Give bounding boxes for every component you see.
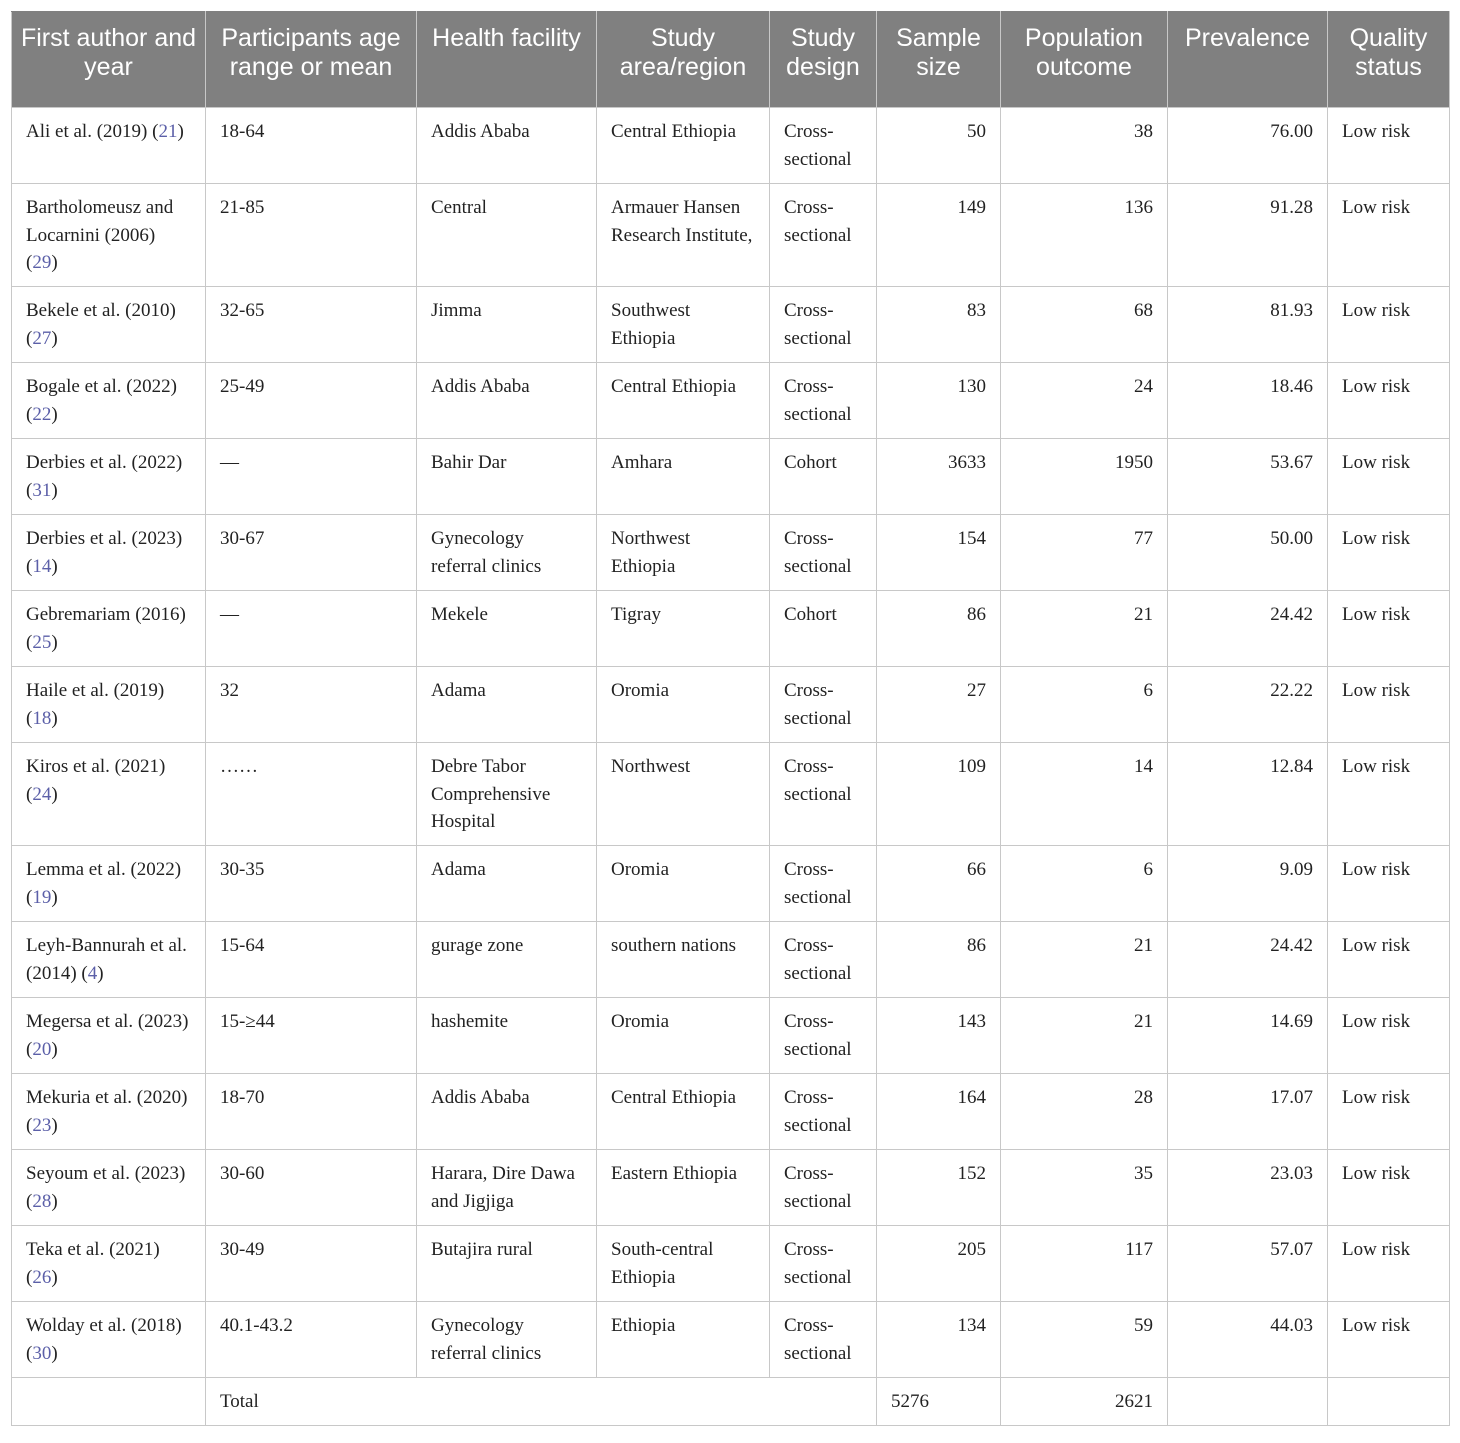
cell-sample-size: 134 <box>877 1302 1001 1378</box>
cell-population-outcome: 68 <box>1001 287 1168 363</box>
cell-health-facility: Bahir Dar <box>417 439 597 515</box>
cell-prevalence: 76.00 <box>1168 108 1328 184</box>
total-empty-cell <box>1328 1378 1450 1426</box>
cell-study-design: Cohort <box>770 439 877 515</box>
cell-quality-status: Low risk <box>1328 1150 1450 1226</box>
cell-health-facility: Addis Ababa <box>417 1074 597 1150</box>
cell-study-area: Eastern Ethiopia <box>597 1150 770 1226</box>
cell-population-outcome: 6 <box>1001 667 1168 743</box>
author-year-text: Derbies et al. (2022) ( <box>26 452 183 501</box>
cell-prevalence: 17.07 <box>1168 1074 1328 1150</box>
cell-health-facility: Gynecology referral clinics <box>417 1302 597 1378</box>
table-row <box>12 922 1450 998</box>
table-row <box>12 1302 1450 1378</box>
cell-sample-size: 83 <box>877 287 1001 363</box>
cell-study-area: Tigray <box>597 591 770 667</box>
cell-quality-status: Low risk <box>1328 998 1450 1074</box>
cell-quality-status: Low risk <box>1328 1226 1450 1302</box>
cell-first-author: Bekele et al. (2010) (27) <box>12 287 206 363</box>
reference-link[interactable]: 26 <box>32 1266 52 1288</box>
cell-study-design: Cross-sectional <box>770 184 877 287</box>
cell-age-range: 25-49 <box>206 363 417 439</box>
cell-prevalence: 23.03 <box>1168 1150 1328 1226</box>
cell-sample-size: 86 <box>877 922 1001 998</box>
cell-study-area: Central Ethiopia <box>597 1074 770 1150</box>
total-label: Total <box>206 1378 877 1426</box>
cell-sample-size: 205 <box>877 1226 1001 1302</box>
cell-population-outcome: 24 <box>1001 363 1168 439</box>
cell-study-area: Amhara <box>597 439 770 515</box>
cell-study-area: Oromia <box>597 998 770 1074</box>
cell-population-outcome: 136 <box>1001 184 1168 287</box>
cell-population-outcome: 38 <box>1001 108 1168 184</box>
cell-first-author: Teka et al. (2021) (26) <box>12 1226 206 1302</box>
cell-prevalence: 14.69 <box>1168 998 1328 1074</box>
cell-health-facility: Jimma <box>417 287 597 363</box>
table-row <box>12 1226 1450 1302</box>
author-year-text: Ali et al. (2019) ( <box>26 121 159 142</box>
cell-study-design: Cross-sectional <box>770 667 877 743</box>
cell-age-range: — <box>206 439 417 515</box>
cell-prevalence: 12.84 <box>1168 743 1328 846</box>
cell-study-area: Ethiopia <box>597 1302 770 1378</box>
reference-link[interactable]: 27 <box>32 327 52 349</box>
cell-first-author: Megersa et al. (2023) (20) <box>12 998 206 1074</box>
cell-quality-status: Low risk <box>1328 922 1450 998</box>
reference-link[interactable]: 31 <box>32 479 52 501</box>
cell-health-facility: Butajira rural <box>417 1226 597 1302</box>
cell-study-area: Oromia <box>597 846 770 922</box>
cell-study-area: Central Ethiopia <box>597 363 770 439</box>
cell-population-outcome: 1950 <box>1001 439 1168 515</box>
reference-link[interactable]: 30 <box>32 1342 52 1364</box>
cell-age-range: — <box>206 591 417 667</box>
study-table-container <box>11 11 1449 1426</box>
cell-quality-status: Low risk <box>1328 846 1450 922</box>
cell-prevalence: 53.67 <box>1168 439 1328 515</box>
total-empty-cell <box>1168 1378 1328 1426</box>
cell-quality-status: Low risk <box>1328 1074 1450 1150</box>
total-population-outcome: 2621 <box>1001 1378 1168 1426</box>
cell-health-facility: Addis Ababa <box>417 363 597 439</box>
cell-quality-status: Low risk <box>1328 743 1450 846</box>
cell-quality-status: Low risk <box>1328 287 1450 363</box>
cell-population-outcome: 59 <box>1001 1302 1168 1378</box>
cell-quality-status: Low risk <box>1328 108 1450 184</box>
cell-first-author: Mekuria et al. (2020) (23) <box>12 1074 206 1150</box>
cell-age-range: 18-64 <box>206 108 417 184</box>
reference-link[interactable]: 28 <box>32 1190 52 1212</box>
cell-health-facility: Adama <box>417 846 597 922</box>
cell-study-design: Cross-sectional <box>770 846 877 922</box>
header-age-range: Participants age range or mean <box>206 12 417 108</box>
reference-link[interactable]: 21 <box>158 121 178 142</box>
author-year-text: Bartholomeusz and Locarnini (2006) ( <box>26 197 174 273</box>
cell-prevalence: 18.46 <box>1168 363 1328 439</box>
cell-study-area: Oromia <box>597 667 770 743</box>
cell-sample-size: 109 <box>877 743 1001 846</box>
cell-population-outcome: 77 <box>1001 515 1168 591</box>
cell-study-area: Armauer Hansen Research Institute, <box>597 184 770 287</box>
reference-link[interactable]: 14 <box>32 555 52 577</box>
author-year-text: Mekuria et al. (2020) ( <box>26 1087 188 1136</box>
cell-study-design: Cohort <box>770 591 877 667</box>
cell-age-range: 40.1-43.2 <box>206 1302 417 1378</box>
cell-age-range: …… <box>206 743 417 846</box>
table-row <box>12 1150 1450 1226</box>
table-row <box>12 184 1450 287</box>
cell-study-design: Cross-sectional <box>770 108 877 184</box>
cell-sample-size: 152 <box>877 1150 1001 1226</box>
table-body <box>12 108 1450 1426</box>
cell-quality-status: Low risk <box>1328 667 1450 743</box>
cell-health-facility: Debre Tabor Comprehensive Hospital <box>417 743 597 846</box>
cell-sample-size: 130 <box>877 363 1001 439</box>
cell-first-author: Bogale et al. (2022) (22) <box>12 363 206 439</box>
cell-study-design: Cross-sectional <box>770 1302 877 1378</box>
cell-study-design: Cross-sectional <box>770 998 877 1074</box>
cell-population-outcome: 35 <box>1001 1150 1168 1226</box>
reference-link[interactable]: 24 <box>32 783 52 805</box>
cell-study-design: Cross-sectional <box>770 1150 877 1226</box>
cell-health-facility: Addis Ababa <box>417 108 597 184</box>
author-year-text: Gebremariam (2016) ( <box>26 604 186 653</box>
reference-link[interactable]: 20 <box>32 1038 52 1060</box>
header-sample-size: Sample size <box>877 12 1001 108</box>
cell-age-range: 21-85 <box>206 184 417 287</box>
cell-study-design: Cross-sectional <box>770 1074 877 1150</box>
cell-health-facility: hashemite <box>417 998 597 1074</box>
cell-health-facility: Adama <box>417 667 597 743</box>
table-row <box>12 998 1450 1074</box>
cell-sample-size: 164 <box>877 1074 1001 1150</box>
cell-quality-status: Low risk <box>1328 591 1450 667</box>
cell-first-author: Derbies et al. (2023) (14) <box>12 515 206 591</box>
table-row <box>12 515 1450 591</box>
author-year-text: Haile et al. (2019) ( <box>26 680 165 729</box>
header-quality-status: Quality status <box>1328 12 1450 108</box>
cell-sample-size: 149 <box>877 184 1001 287</box>
table-row <box>12 667 1450 743</box>
cell-sample-size: 50 <box>877 108 1001 184</box>
cell-study-design: Cross-sectional <box>770 515 877 591</box>
table-header <box>12 12 1450 108</box>
reference-link[interactable]: 4 <box>87 962 98 984</box>
author-year-text: Kiros et al. (2021) ( <box>26 756 166 805</box>
author-year-text: Wolday et al. (2018) ( <box>26 1315 182 1364</box>
reference-link[interactable]: 18 <box>32 707 52 729</box>
cell-first-author: Gebremariam (2016) (25) <box>12 591 206 667</box>
author-year-text: Megersa et al. (2023) ( <box>26 1011 189 1060</box>
cell-age-range: 32-65 <box>206 287 417 363</box>
cell-study-design: Cross-sectional <box>770 1226 877 1302</box>
cell-study-area: Central Ethiopia <box>597 108 770 184</box>
cell-prevalence: 24.42 <box>1168 922 1328 998</box>
cell-age-range: 30-49 <box>206 1226 417 1302</box>
author-year-text: Seyoum et al. (2023) ( <box>26 1163 186 1212</box>
cell-first-author: Bartholomeusz and Locarnini (2006) (29) <box>12 184 206 287</box>
header-first-author: First author and year <box>12 12 206 108</box>
header-prevalence: Prevalence <box>1168 12 1328 108</box>
cell-study-design: Cross-sectional <box>770 363 877 439</box>
reference-link[interactable]: 25 <box>32 631 52 653</box>
cell-health-facility: Mekele <box>417 591 597 667</box>
cell-study-design: Cross-sectional <box>770 922 877 998</box>
cell-study-design: Cross-sectional <box>770 287 877 363</box>
cell-quality-status: Low risk <box>1328 184 1450 287</box>
cell-quality-status: Low risk <box>1328 515 1450 591</box>
cell-first-author: Lemma et al. (2022) (19) <box>12 846 206 922</box>
table-row <box>12 363 1450 439</box>
reference-link[interactable]: 19 <box>32 886 52 908</box>
cell-study-area: Northwest Ethiopia <box>597 515 770 591</box>
cell-age-range: 15-≥44 <box>206 998 417 1074</box>
cell-prevalence: 22.22 <box>1168 667 1328 743</box>
author-year-text: Lemma et al. (2022) ( <box>26 859 182 908</box>
cell-sample-size: 27 <box>877 667 1001 743</box>
cell-sample-size: 86 <box>877 591 1001 667</box>
cell-population-outcome: 6 <box>1001 846 1168 922</box>
cell-prevalence: 9.09 <box>1168 846 1328 922</box>
reference-link[interactable]: 22 <box>32 403 52 425</box>
cell-prevalence: 44.03 <box>1168 1302 1328 1378</box>
author-year-text: Leyh-Bannurah et al. (2014) ( <box>26 935 187 984</box>
cell-population-outcome: 14 <box>1001 743 1168 846</box>
cell-first-author: Derbies et al. (2022) (31) <box>12 439 206 515</box>
reference-link[interactable]: 23 <box>32 1114 52 1136</box>
cell-sample-size: 143 <box>877 998 1001 1074</box>
cell-age-range: 32 <box>206 667 417 743</box>
cell-quality-status: Low risk <box>1328 439 1450 515</box>
cell-population-outcome: 28 <box>1001 1074 1168 1150</box>
cell-age-range: 15-64 <box>206 922 417 998</box>
cell-health-facility: Central <box>417 184 597 287</box>
cell-prevalence: 57.07 <box>1168 1226 1328 1302</box>
cell-first-author: Leyh-Bannurah et al. (2014) (4) <box>12 922 206 998</box>
author-year-text: Derbies et al. (2023) ( <box>26 528 183 577</box>
cell-prevalence: 50.00 <box>1168 515 1328 591</box>
header-health-facility: Health facility <box>417 12 597 108</box>
cell-age-range: 30-60 <box>206 1150 417 1226</box>
cell-quality-status: Low risk <box>1328 363 1450 439</box>
cell-first-author: Haile et al. (2019) (18) <box>12 667 206 743</box>
cell-age-range: 18-70 <box>206 1074 417 1150</box>
cell-first-author: Seyoum et al. (2023) (28) <box>12 1150 206 1226</box>
cell-population-outcome: 21 <box>1001 591 1168 667</box>
cell-population-outcome: 21 <box>1001 922 1168 998</box>
header-study-area: Study area/region <box>597 12 770 108</box>
cell-first-author: Wolday et al. (2018) (30) <box>12 1302 206 1378</box>
table-row <box>12 439 1450 515</box>
cell-prevalence: 24.42 <box>1168 591 1328 667</box>
header-population-outcome: Population outcome <box>1001 12 1168 108</box>
table-row <box>12 591 1450 667</box>
cell-population-outcome: 117 <box>1001 1226 1168 1302</box>
author-year-text: Bogale et al. (2022) ( <box>26 376 177 425</box>
header-study-design: Study design <box>770 12 877 108</box>
cell-study-area: South-central Ethiopia <box>597 1226 770 1302</box>
header-row <box>12 12 1450 108</box>
cell-population-outcome: 21 <box>1001 998 1168 1074</box>
cell-prevalence: 91.28 <box>1168 184 1328 287</box>
cell-health-facility: gurage zone <box>417 922 597 998</box>
author-year-text: Teka et al. (2021) ( <box>26 1239 160 1288</box>
table-row <box>12 846 1450 922</box>
study-characteristics-table <box>11 11 1450 1426</box>
total-sample-size: 5276 <box>877 1378 1001 1426</box>
cell-health-facility: Harara, Dire Dawa and Jigjiga <box>417 1150 597 1226</box>
cell-prevalence: 81.93 <box>1168 287 1328 363</box>
cell-sample-size: 154 <box>877 515 1001 591</box>
cell-study-area: southern nations <box>597 922 770 998</box>
cell-study-area: Southwest Ethiopia <box>597 287 770 363</box>
cell-age-range: 30-67 <box>206 515 417 591</box>
table-row <box>12 743 1450 846</box>
table-row <box>12 287 1450 363</box>
cell-age-range: 30-35 <box>206 846 417 922</box>
table-row <box>12 108 1450 184</box>
cell-sample-size: 3633 <box>877 439 1001 515</box>
total-row <box>12 1378 1450 1426</box>
total-empty-cell <box>12 1378 206 1426</box>
cell-first-author: Kiros et al. (2021) (24) <box>12 743 206 846</box>
cell-health-facility: Gynecology referral clinics <box>417 515 597 591</box>
cell-quality-status: Low risk <box>1328 1302 1450 1378</box>
table-row <box>12 1074 1450 1150</box>
cell-sample-size: 66 <box>877 846 1001 922</box>
cell-study-area: Northwest <box>597 743 770 846</box>
cell-first-author: Ali et al. (2019) (21) <box>12 108 206 184</box>
cell-study-design: Cross-sectional <box>770 743 877 846</box>
reference-link[interactable]: 29 <box>32 252 52 273</box>
author-year-text: Bekele et al. (2010) ( <box>26 300 176 349</box>
